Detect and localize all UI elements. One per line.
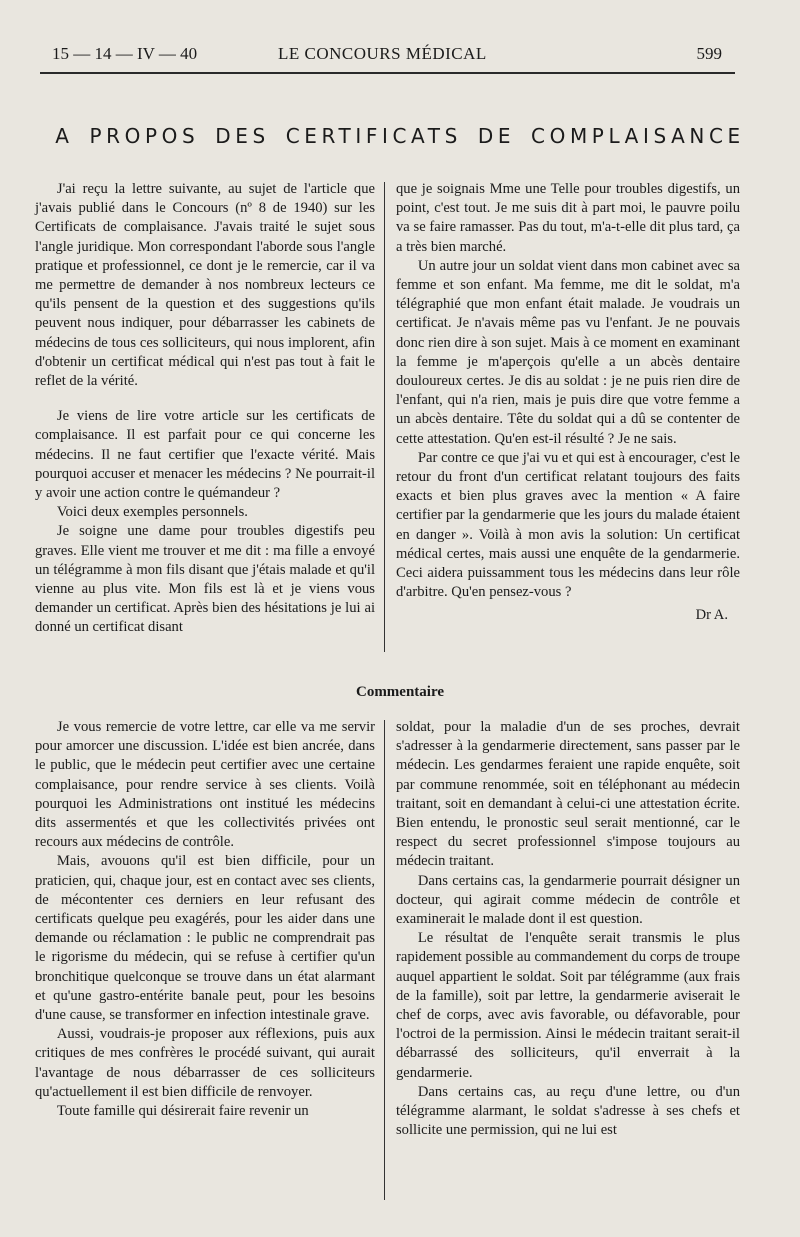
commentary-paragraph: Le résultat de l'enquête serait transmis le plus rapidement possible au commandement du corps de troupe auquel appartient le soldat. Soit par télégramme (aux frais de la famille), soit par lettre, la gendarmerie aviserait le chef de corps, avec avis favorable, ou défavorable, pour l'octroi de la permission. Ainsi le médecin traitant serait-il débarrassé des solliciteurs, qu'il enverrait à la gendarmerie.	[396, 930, 740, 1081]
letter-paragraph: Un autre jour un soldat vient dans mon cabinet avec sa femme et son enfant. Ma femme, me dit le soldat, m'a télégraphié que mon enfant était malade. Je voudrais un certificat. Je n'avais même pas vu l'enfant. Je ne pouvais donc rien dire à son sujet. Mais à ce moment en examinant la femme je m'aperçois qu'elle a un abcès dentaire douloureux certes. Je dis au soldat : je ne puis rien dire de l'enfant, qui n'a rien, mais je puis dire que votre femme a un abcès dentaire. Tête du soldat qui a dû se contenter de cette attestation. Qu'en est-il résulté ? Je ne sais.	[396, 257, 740, 447]
page-number: 599	[696, 44, 722, 63]
commentary-paragraph: Aussi, voudrais-je proposer aux réflexions, puis aux critiques de mes confrères le procédé suivant, qui aurait l'avantage de nous débarrasser de ces solliciteurs qu'actuellement il est bien difficile de renvoyer.	[35, 1026, 375, 1100]
commentary-heading: Commentaire	[355, 684, 445, 700]
commentary-paragraph: Mais, avouons qu'il est bien difficile, pour un praticien, qui, chaque jour, est en contact avec ses clients, de mécontenter ces derniers en leur refusant des certificats quelque peu exagérés, pour les aider dans une demande ou réclamation : le public ne comprendrait pas le rigorisme du médecin, qui se refuse à certifier qu'un bronchitique quelconque se trouve dans un état alarmant et qu'une gastro-entérite banale peut, pour les besoins d'une cause, se transformer en infection intestinale grave.	[35, 853, 375, 1024]
column-divider	[384, 182, 385, 652]
article-column-left	[35, 180, 375, 660]
commentary-column-left	[35, 718, 375, 1228]
commentary-paragraph: Dans certains cas, au reçu d'une lettre, ou d'un télégramme alarmant, le soldat s'adresse à ses chefs et sollicite une permission, qui ne lui est	[396, 1083, 740, 1139]
intro-paragraph: J'ai reçu la lettre suivante, au sujet de l'article que j'avais publié dans le Concours (nº 8 de 1940) sur les Certificats de complaisance. J'avais traité le sujet sous l'angle juridique. Mon correspondant l'aborde sous l'angle pratique et professionnel, ce dont je le remercie, car il va me permettre de demander à nos nombreux lecteurs ce qu'ils pensent de la question et des suggestions qu'ils peuvent nous indiquer, pour débarrasser les cabinets de médecins de tous ces solliciteurs, qui nous implorent, afin d'obtenir un certificat médical qui n'est pas tout à fait le reflet de la vérité.	[35, 181, 375, 390]
commentary-paragraph: Toute famille qui désirerait faire revenir un	[56, 1103, 309, 1120]
column-divider	[384, 720, 385, 1200]
article-title: A PROPOS DES CERTIFICATS DE COMPLAISANCE	[55, 124, 745, 148]
commentary-paragraph: soldat, pour la maladie d'un de ses proches, devrait s'adresser à la gendarmerie directement, sans passer par le médecin. Les gendarmes feraient une rapide enquête, soit par commune renommée, soit en téléphonant au médecin traitant, soit en demandant à celui-ci une attestation écrite. Bien entendu, le pronostic seul serait mentionné, car le respect du secret professionnel s'impose toujours au médecin traitant.	[396, 719, 740, 870]
commentary-paragraph: Je vous remercie de votre lettre, car elle va me servir pour amorcer une discussion. L'idée est bien ancrée, dans le public, que le médecin peut certifier avec une certaine complaisance, pour rendre service à ses clients. Voilà pourquoi les Administrations ont institué les médecins dits assermentés et que les collectivités privées ont recours aux médecins de contrôle.	[35, 719, 375, 851]
letter-paragraph: Je soigne une dame pour troubles digestifs peu graves. Elle vient me trouver et me dit : ma fille a envoyé un télégramme à mon fils disant que j'étais malade et qu'il vienne au plus vite. Mon fils est là et je viens vous demander un certificat. Après bien des hésitations je lui ai donné un certificat disant	[35, 523, 375, 636]
issue-date: 15 — 14 — IV — 40	[52, 44, 198, 63]
letter-paragraph: Voici deux exemples personnels.	[56, 504, 248, 521]
commentary-column-right	[396, 718, 740, 1228]
letter-paragraph: Je viens de lire votre article sur les certificats de complaisance. Il est parfait pour ce qui concerne les médecins. Il ne faut certifier que l'exacte vérité. Mais pourquoi accuser et menacer les médecins ? Ne pourrait-il y avoir une action contre le quémandeur ?	[35, 408, 375, 502]
article-column-right	[396, 180, 740, 660]
header-rule	[40, 72, 735, 74]
letter-paragraph: Par contre ce que j'ai vu et qui est à encourager, c'est le retour du front d'un certificat relatant toujours des faits exacts et bien plus graves avec la mention « A faire certifier par la gendarmerie que les jours du malade étaient en danger ». Voilà à mon avis la solution: Un certificat médical certes, mais aussi une enquête de la gendarmerie. Ceci aidera puissamment tous les médecins dans leur rôle d'arbitre. Qu'en pensez-vous ?	[396, 449, 740, 601]
signature: Dr A.	[695, 607, 728, 624]
journal-title: LE CONCOURS MÉDICAL	[278, 44, 487, 63]
running-header	[52, 44, 722, 68]
letter-paragraph: que je soignais Mme une Telle pour troubles digestifs, un point, c'est tout. Je me suis dit à part moi, le pauvre poilu va se faire ramasser. Pas du tout, m'a-t-elle dit plus tard, ça a très bien marché.	[396, 181, 740, 255]
commentary-paragraph: Dans certains cas, la gendarmerie pourrait désigner un docteur, qui agirait comme médecin de contrôle et examinerait le malade dont il est question.	[396, 872, 740, 928]
